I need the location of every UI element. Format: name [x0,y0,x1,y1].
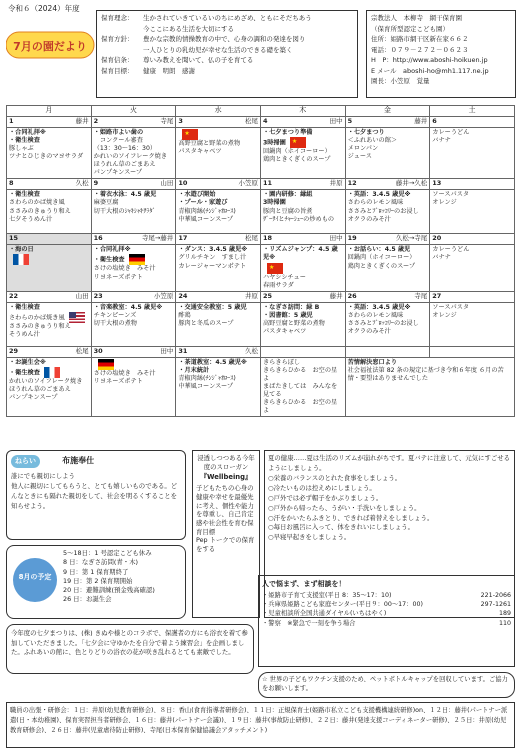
day-number: 29 [9,346,19,355]
health-item: ○栄養のバランスのとれた食事をしましょう。 [268,473,402,482]
day-number-cell [91,179,176,190]
cap-collection: ☆ 世界の子どもワクチン支援のため、ペットボトルキャップを回収しています。ご協力をお願いします。 [258,672,515,698]
day-line: 豚肉と冬瓜のスープ [178,319,234,327]
day-content-cell [430,302,515,346]
notice-text: 誰にでも親切にしよう 他人に親切にしてもらうと、とても嬉しいものである。どんなときにも隔れた親切をして、社会を明るくすることを知らせよう。 [11,471,178,510]
day-line: ・お誕生会※ [9,358,46,366]
consult-row [262,619,511,628]
philosophy-value: 豊かな宗教的情操教育の中で、心身の調和の発達を図り [143,35,306,43]
staff-name: 藤井→久松 [395,179,428,188]
health-item: ○毎日お風呂に入って、体をきれいにしましょう。 [268,523,415,532]
day-number-cell [430,234,515,245]
flag-icon [98,359,114,370]
day-line: パンプキンスープ [9,393,58,401]
consult-phone: 189 [498,610,511,618]
day-line: カレーうどん [432,246,470,254]
day-line: 鶏肉ときくぎくのスープ [347,262,416,270]
day-number-cell [260,117,345,128]
day-content-cell [430,128,515,179]
day-line: チキンピーンズ [93,311,137,319]
day-line: ・海の日 [9,246,34,254]
day-number: 9 [93,179,99,188]
complaint-title: 苦情解決窓口より [347,358,398,366]
day-content-cell [91,245,176,291]
day-number: 26 [347,291,357,300]
day-line: パンプキンスープ [93,169,143,177]
day-line: ・なぎさ訪問：緑 B [262,303,320,311]
day-line: 豚肉と豆腐の旨煮 [262,207,313,215]
day-line: コンクール審査 [93,137,143,145]
philosophy-row [101,55,353,66]
staff-name: 藤井 [75,117,89,125]
wellbeing-intro: 浸透しつつある今年度のスローガン [197,454,255,471]
day-line: 七夕そうめん汁 [9,215,53,223]
day-number-cell [176,179,261,190]
day-line: 麻婆豆腐 [93,199,119,207]
day-line: ハヤシシチュー [262,273,306,281]
day-line: さわらのかば焼き風 [9,312,89,323]
philosophy-value: 健康 明朗 感謝 [143,66,195,75]
philosophy-key [101,45,143,56]
philosophy-value: 一人ひとりの乳幼児が幸せな生活のできる礎を築く [143,45,293,54]
flag-icon [129,254,145,265]
day-line: ・英語：3.4.5 歳児※ [347,191,411,199]
kirakira-line: きらきらひかる お空の星よ [262,366,338,382]
flag-icon [13,254,29,265]
day-line: 切干大根のｼｬｷｼｬｷｻﾗﾀﾞ [93,207,156,215]
day-line: リヨネーズポテト [93,273,143,281]
day-content-cell [176,190,261,234]
day-content-cell [345,190,430,234]
contact-line: 電話：０７９－２７２－０６２３ [371,45,469,54]
weekday-header: 土 [430,106,515,117]
day-content-cell [345,245,430,291]
empty-cell [345,357,514,416]
philosophy-row [101,13,353,24]
day-number: 13 [432,179,442,188]
day-number-cell [260,291,345,302]
day-content-cell [176,245,261,291]
day-line: カレージャーマンポテト [178,262,247,270]
consult-row [262,600,511,609]
contact-line: （保育所型認定こども園） [371,24,449,33]
day-line: ・合同礼拝※ [9,129,46,136]
day-line: ・合同礼拝※ [93,246,131,254]
day-number: 30 [93,346,103,355]
day-number-cell [7,179,92,190]
notice-box [6,450,186,540]
august-events [6,545,186,619]
day-line: オクラのみそ汁 [347,215,391,223]
day-content-cell [91,128,176,179]
consult-phone: 297-1261 [480,601,511,609]
day-number-cell [260,234,345,245]
day-line: ・お話らい：4.5 歳児 [347,246,411,254]
day-number: 22 [9,291,19,300]
consult-title: 人で悩まず、まず相談を！ [262,580,346,588]
consult-name: ・警察 ※緊急で一刻を争う場合 [262,619,356,627]
staff-name: 藤井 [329,291,343,300]
weekday-header: 木 [260,106,345,117]
consult-phone: 221-2066 [480,592,511,600]
contact-line: 宗教法人 本柳寺 網干保育園 [371,14,462,22]
weekday-header: 火 [91,106,176,117]
day-line: オレンジ [432,199,457,207]
day-number: 6 [432,117,437,125]
day-number-cell [430,291,515,302]
day-number-cell [345,291,430,302]
day-number-cell [91,346,176,357]
day-line: （13：30～16：30） [93,145,157,153]
day-line: ・姫路市よい歯の [93,129,144,136]
day-line: ほうれん草のごまあえ [9,385,71,393]
day-line: 回鍋肉（ホイコーロー） [347,254,416,262]
philosophy-row [101,24,353,35]
staff-name: 松尾 [244,234,258,243]
day-line: ・衛生検査 [9,191,40,199]
day-number-cell [91,234,176,245]
day-number: 20 [432,234,442,243]
day-line: ツナとひじきのマヨサラダ [9,153,84,161]
philosophy-key: 保育理念： [101,14,134,22]
day-line: 回鍋肉（ホイコーロー） [262,148,331,156]
staff-name: 藤井 [414,117,428,125]
day-number-cell [345,179,430,190]
day-line: 青椒肉絲(ﾁﾝｼﾞｬｵﾛｰｽ) [178,374,236,382]
day-line: ・着衣水泳：4.5 歳児 [93,191,157,199]
day-line: ・衛生検査 [9,367,89,378]
day-number: 16 [93,234,103,243]
day-content-cell [91,190,176,234]
day-content-cell [260,245,345,291]
day-number-cell [176,291,261,302]
health-item: ○戸外では必ず帽子をかぶりましょう。 [268,493,383,502]
contact-line: 園長：小笠原 覚量 [371,77,430,85]
day-line: ソースパスタ [432,303,470,311]
notice-badge: ねらい [11,455,40,468]
day-number: 18 [262,234,273,243]
day-number-cell [345,346,430,357]
day-number: 23 [93,291,103,300]
day-line: ・月末統計 [178,366,210,374]
day-number-cell [176,117,261,128]
weekday-header: 水 [176,106,261,117]
flag-icon [44,367,60,378]
staff-name: 久松 [75,179,89,188]
day-number: 12 [347,179,357,188]
day-line: 鶏肉ときくぎくのスープ [262,156,331,164]
day-line: パスタキャベツ [262,327,307,335]
contact-line: E メール aboshi-ho@mh1.117.ne.jp [371,66,489,75]
consult-name: ・姫路市子育て支援室(平日 8：35～17：10) [262,592,392,600]
day-line: さわらのかば焼き風 [9,199,65,207]
kirakira-song [264,390,348,446]
day-line: ジュース [347,153,372,161]
day-number: 31 [178,346,188,355]
day-line: ・衛生検査 [9,137,40,145]
day-content-cell [430,245,515,291]
staff-name: 小笠原 [238,179,258,188]
day-line: ささみとﾌﾞﾛｯｺﾘｰのお浸し [347,207,419,215]
consult-row [262,609,511,618]
day-number-cell [7,291,92,302]
day-line: メロンパン [347,145,379,153]
wellbeing-slogan: 『Wellbeing』 [200,473,252,482]
day-number-cell [260,179,345,190]
event-item: 9 日：第 1 保育期終了 [63,567,129,576]
day-number-cell [7,117,92,128]
day-number-cell [91,117,176,128]
day-line: 3時掃園 [262,199,286,207]
flag-icon [290,137,306,148]
staff-name: 松尾 [75,346,89,355]
day-line: さわらのレモン風味 [347,199,404,207]
notice-title: 布施奉仕 [62,456,95,465]
day-line: ささみとﾌﾞﾛｯｺﾘｰのお浸し [347,319,419,327]
day-content-cell [260,128,345,179]
day-number: 19 [347,234,357,243]
day-line: カレーうどん [432,129,470,136]
day-line: ・リズムジャンプ：4.5 歳児※ [262,246,338,262]
events-circle: 8月の予定 [13,558,57,602]
calendar-table [6,105,515,417]
philosophy-key: 保育方針： [101,35,134,43]
day-content-cell [260,302,345,346]
tanabata-report: 今年度の七夕まつりは、(株) きぬや様とのコラボで、保護者の方にも浴衣を着て参加していただきました。「七夕会に守ゆかたを自分で着よう練習会」を企画しました。ふれあいの館に、色とりどりの浴衣の花が咲き乱れるとても素敵でした。 [6,624,254,674]
staff-name: 久松→寺尾 [395,234,428,243]
day-line: ・茶道教室：4.5 歳児※ [178,358,247,366]
health-item: ○早寝早起きをしましょう。 [268,533,351,542]
day-line: ・衛生検査 [94,254,174,265]
event-item: 8 日：なぎさ訪問(青・木) [63,558,138,567]
day-content-cell [91,302,176,346]
day-line: さわらのレモン風味 [347,311,404,319]
contact-box [366,10,516,98]
staff-name: 小笠原 [153,291,174,300]
health-item: ○冷たいものは控えめにしましょう。 [268,483,376,492]
day-number-cell [430,346,515,357]
staff-name: 田中 [329,234,343,243]
day-content-cell [7,190,92,234]
day-line: かれいのソイフレーク焼き [9,377,83,385]
day-content-cell [7,128,92,179]
day-content-cell [430,190,515,234]
day-line: さけの塩焼き みそ汁 [93,265,156,273]
day-number: 11 [262,179,273,188]
day-line: 酢鶏 [178,311,191,319]
day-line: 高野豆腐と野菜の煮物 [178,140,241,147]
consult-name: ・兵庫県姫路こども家庭センター(平日９：00～17：00) [262,601,423,609]
day-line: ・交通安全教室：5 歳児 [178,303,247,311]
philosophy-value: 尊いみ教えを聞いて、仏の子を育てる [143,56,254,64]
philosophy-row [101,66,353,77]
day-number: 3 [178,117,183,125]
day-number-cell [260,346,345,357]
day-number: 17 [178,234,188,243]
day-line: 青椒肉絲(ﾁﾝｼﾞｬｵﾛｰｽ) [178,207,236,215]
day-line: 豚しゃぶ [9,145,34,153]
day-line: バナナ [432,254,451,262]
day-line: ・水遊び開始 [178,191,216,199]
day-content-cell [260,190,345,234]
day-line: ささみのきゅうり和え [9,207,71,215]
logo-text: 7月の園だより [13,40,87,53]
day-line: リヨネーズポテト [93,377,143,385]
day-content-cell [7,245,92,291]
day-number-cell [176,346,261,357]
health-item: ○汗をかいたらふきとり、できれば着替えをしましょう。 [268,513,434,522]
day-line: ・衛生検査 [9,303,40,311]
day-line: ささみのきゅうり和え [9,322,71,330]
day-line: グリルチキン すまし汁 [178,254,247,262]
day-number: 15 [9,234,19,243]
kirakira-line: まばたきしては みんなを見てる [262,382,338,398]
day-content-cell [7,302,92,346]
consult-row [262,591,511,600]
event-item: 26 日：お誕生会 [63,595,112,604]
philosophy-key: 保育目標： [101,66,134,75]
staff-name: 久松 [244,346,258,355]
day-line: ＜ふれあいの館＞ [347,137,398,145]
day-line: パスタキャベツ [178,148,222,156]
training-schedule: 職員の出張・研修会：１日：井原(幼児教育研修会)、８日：香山(食育指導者研修会)、１１日：正規保育士(姫路市私立こども支援機構連続研修)on、１２日：藤井(パートナー派遣(日・本幼稚園)、保育実習担当者研修会、１６日：藤井(パートナー会議))、１９日：藤井(事故防止研修)、２２日：藤井(発達支援コーディネーター研修)、２５日：井原(幼児教育研修会)、２６日：藤井(児童虐待防止研修)、寺尾(日本保育保健協議会アタッチメント) [6,702,515,748]
wellbeing-box [192,450,260,618]
staff-name: 寺尾 [160,117,174,125]
staff-name: 田中 [329,117,343,125]
flag-icon [69,312,85,323]
day-line: 春雨サラダ [262,281,294,289]
kirakira-title: きらきらぼし [262,358,301,366]
day-number-cell [430,117,515,128]
day-number-cell [7,234,92,245]
day-number: 4 [262,117,268,125]
day-line: ・プール・家遊び [178,199,228,207]
day-number-cell [430,179,515,190]
philosophy-key: 保育信条： [101,56,134,64]
day-number: 27 [432,291,442,300]
staff-name: 山田 [75,291,89,300]
day-content-cell [345,302,430,346]
philosophy-row [101,34,353,45]
day-line: ・英語：3.4.5 歳児※ [347,303,411,311]
staff-name: 松尾 [244,117,258,125]
consult-box [258,575,515,667]
day-line [178,129,258,140]
day-number-cell [91,291,176,302]
day-line: 3時掃園★ [263,137,343,148]
day-number: 10 [178,179,188,188]
day-number: 24 [178,291,188,300]
day-number-cell [345,234,430,245]
day-line: ほうれん草のごまあえ [93,161,156,169]
health-item: ○戸外から帰ったら、うがい・手洗いをしましょう。 [268,503,421,512]
day-line: そうめん汁 [9,330,40,338]
flag-icon [182,129,198,140]
staff-name: 寺尾 [414,291,428,300]
logo [6,30,96,60]
philosophy-row [101,45,353,56]
day-line: かれいのソイフレーク焼き [93,153,168,161]
day-line: ・ダンス：3.4.5 歳児※ [178,246,248,254]
consult-name: ・児童相談所全国共通ダイヤル(いちはやく) [262,610,387,618]
day-line: ・図書館：5 歳児 [262,311,313,319]
staff-name: 田中 [160,346,174,355]
day-content-cell [176,128,261,179]
complaint-text: 社会福祉法第 82 条の規定に基づき令和６年度 ６月の苦情・要望はありませんでした [347,366,504,382]
day-line: 高野豆腐と野菜の煮物 [262,319,325,327]
day-number-cell [7,346,92,357]
day-line: オクラのみそ汁 [347,327,391,335]
day-line: 切干大根の煮物 [93,319,137,327]
day-content-cell [7,357,92,416]
philosophy-value: 生かされていきているいのちにめざめ、ともにそだちあう [143,14,312,22]
day-number: 8 [9,179,14,188]
flag-icon [267,263,283,274]
day-line: ・七夕まつり準備 [262,129,313,136]
philosophy-key [101,24,143,35]
philosophy-value: 今ここにある生活を大切にする [143,24,234,33]
day-line: ・七夕まつり [347,129,385,136]
event-item: 5～18日：1 号認定こども休み [63,549,152,557]
day-content-cell [176,302,261,346]
fiscal-year: 令和６（2024）年度 [8,4,80,13]
wellbeing-body: 子どもたちの心身の健康や幸せを最優先に考え、個性や能力を尊重し、自己肯定感や社会性を育む保育目標 Pep トークでの保育をする [196,484,255,553]
day-line: 中華風コーンスープ [178,382,234,390]
staff-name: 井原 [244,291,258,300]
event-item: 19 日：第 2 保育期開始 [63,576,133,585]
weekday-header: 月 [7,106,92,117]
day-line: ・音楽教室：4.5 歳児※ [93,303,163,311]
day-line: さけの塩焼き みそ汁 [93,369,156,377]
staff-name: 山田 [160,179,174,188]
day-number-cell [345,117,430,128]
day-line: 中華風コーンスープ [178,215,234,223]
day-line [263,263,343,274]
kirakira-line: きらきらひかる お空の星よ [262,398,338,414]
day-number: 5 [347,117,353,125]
day-line: オレンジ [432,311,457,319]
day-content-cell [345,128,430,179]
day-number: 1 [9,117,14,125]
health-intro: 夏の健康……夏は生活のリズムが崩れがちです。夏バテに注意して、元気にすごせるようにしましょう。 [268,454,511,472]
event-item: 20 日：避難訓練(預金残高確認) [63,586,155,595]
day-content-cell [176,357,261,416]
weekday-header: 金 [345,106,430,117]
day-number-cell [176,234,261,245]
day-line: ソースパスタ [432,191,470,199]
staff-name: 寺尾→藤井 [141,234,174,243]
contact-line: 住所：姫路市網干区新在家６６２ [371,35,469,43]
day-number: 25 [262,291,273,300]
philosophy-box [96,10,358,98]
contact-line: H P：http://www.aboshi-hoikuen.jp [371,56,488,64]
day-line: ・園内研修：縁組 [262,191,313,199]
day-line [94,359,174,370]
staff-name: 井原 [329,179,343,188]
day-content-cell [91,357,176,416]
consult-phone: 110 [498,619,511,627]
day-line: バナナ [432,137,451,145]
day-line: ｻﾞｰｻｲとﾁｬｰｼｭｰの炒めもの [262,215,335,223]
day-number: 2 [93,117,99,125]
